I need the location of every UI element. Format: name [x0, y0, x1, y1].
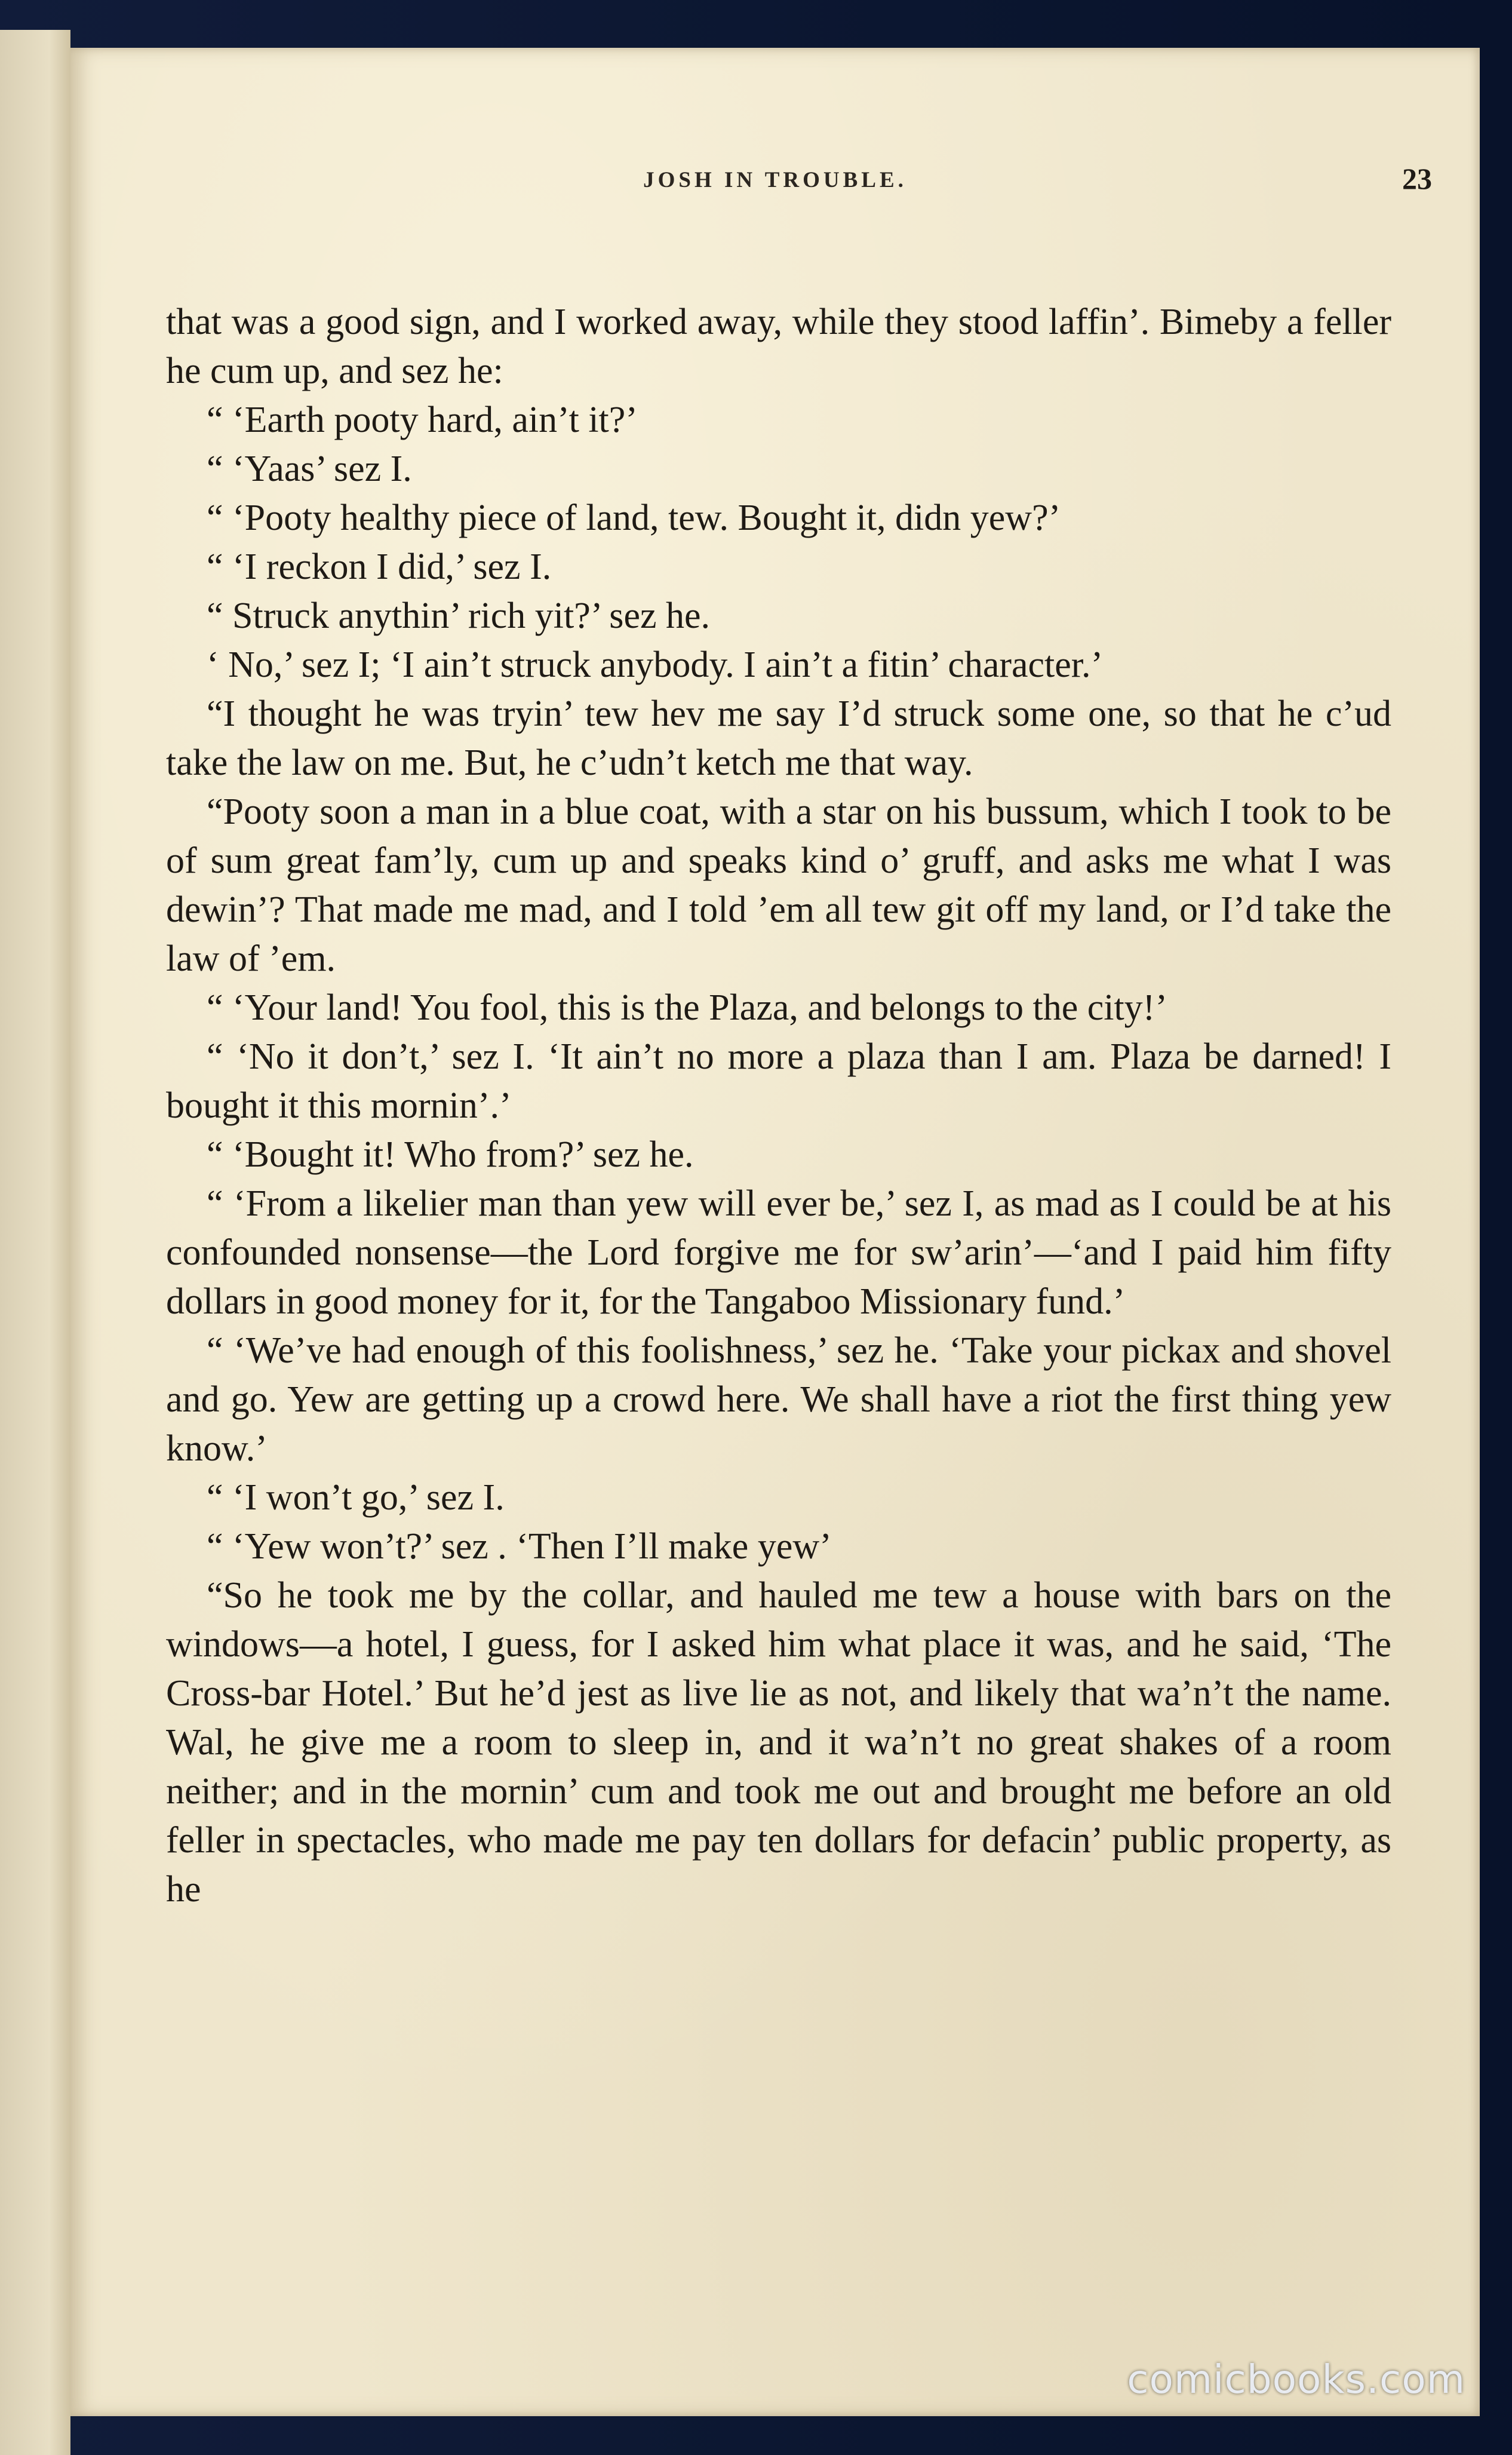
- watermark: comicbooks.com: [1127, 2356, 1465, 2402]
- paragraph: “Pooty soon a man in a blue coat, with a star on his bussum, which I took to be of sum great fam’ly, cum up and speaks kind o’ gruff, and asks me what I was dewin’? That made me mad, and I told ’em all tew git off my land, or I’d take the law of ’em.: [166, 791, 1391, 979]
- running-head: JOSH IN TROUBLE.: [643, 168, 907, 192]
- book-page: [70, 48, 1480, 2416]
- paragraph: “ ‘No it don’t,’ sez I. ‘It ain’t no more a plaza than I am. Plaza be darned! I bought it this mornin’.’: [166, 1036, 1391, 1126]
- paragraph: that was a good sign, and I worked away, while they stood laffin’. Bimeby a feller he cum up, and sez he:: [166, 302, 1391, 391]
- body-text: [166, 297, 1391, 1914]
- page-number: 23: [1402, 162, 1432, 195]
- paragraph: “ Struck anythin’ rich yit?’ sez he.: [207, 596, 710, 636]
- paragraph: “ ‘Yaas’ sez I.: [207, 449, 412, 489]
- paragraph: “So he took me by the collar, and hauled me tew a house with bars on the windows—a hotel, I guess, for I asked him what place it was, and he said, ‘The Cross-bar Hotel.’ But he’d jest as live lie as not, and likely that wa’n’t the name. Wal, he give me a room to sleep in, and it wa’n’t no great shakes of a room neither; and in the mornin’ cum and took me out and brought me before an old feller in spectacles, who made me pay ten dollars for defacin’ public property, as he: [166, 1575, 1391, 1910]
- paragraph: “ ‘I won’t go,’ sez I.: [207, 1477, 505, 1518]
- paragraph: “ ‘Bought it! Who from?’ sez he.: [207, 1134, 694, 1175]
- paragraph: “ ‘Your land! You fool, this is the Plaza, and belongs to the city!’: [207, 987, 1167, 1028]
- paragraph: “ ‘We’ve had enough of this foolishness,’ sez he. ‘Take your pickax and shovel and go. Yew are getting up a crowd here. We shall have a riot the first thing yew know.’: [166, 1330, 1391, 1469]
- paragraph: “ ‘Earth pooty hard, ain’t it?’: [207, 400, 638, 440]
- paragraph: “ ‘Yew won’t?’ sez . ‘Then I’ll make yew’: [207, 1526, 832, 1567]
- paragraph: ‘ No,’ sez I; ‘I ain’t struck anybody. I ain’t a fitin’ character.’: [207, 645, 1104, 685]
- paragraph: “ ‘From a likelier man than yew will ever be,’ sez I, as mad as I could be at his confounded nonsense—the Lord forgive me for sw’arin’—‘and I paid him fifty dollars in good money for it, for the Tangaboo Missionary fund.’: [166, 1183, 1391, 1322]
- paragraph: “ ‘Pooty healthy piece of land, tew. Bought it, didn yew?’: [207, 498, 1061, 538]
- facing-page-edge: [0, 30, 70, 2455]
- paragraph: “ ‘I reckon I did,’ sez I.: [207, 547, 552, 587]
- paragraph: “I thought he was tryin’ tew hev me say I’d struck some one, so that he c’ud take the law on me. But, he c’udn’t ketch me that way.: [166, 693, 1391, 783]
